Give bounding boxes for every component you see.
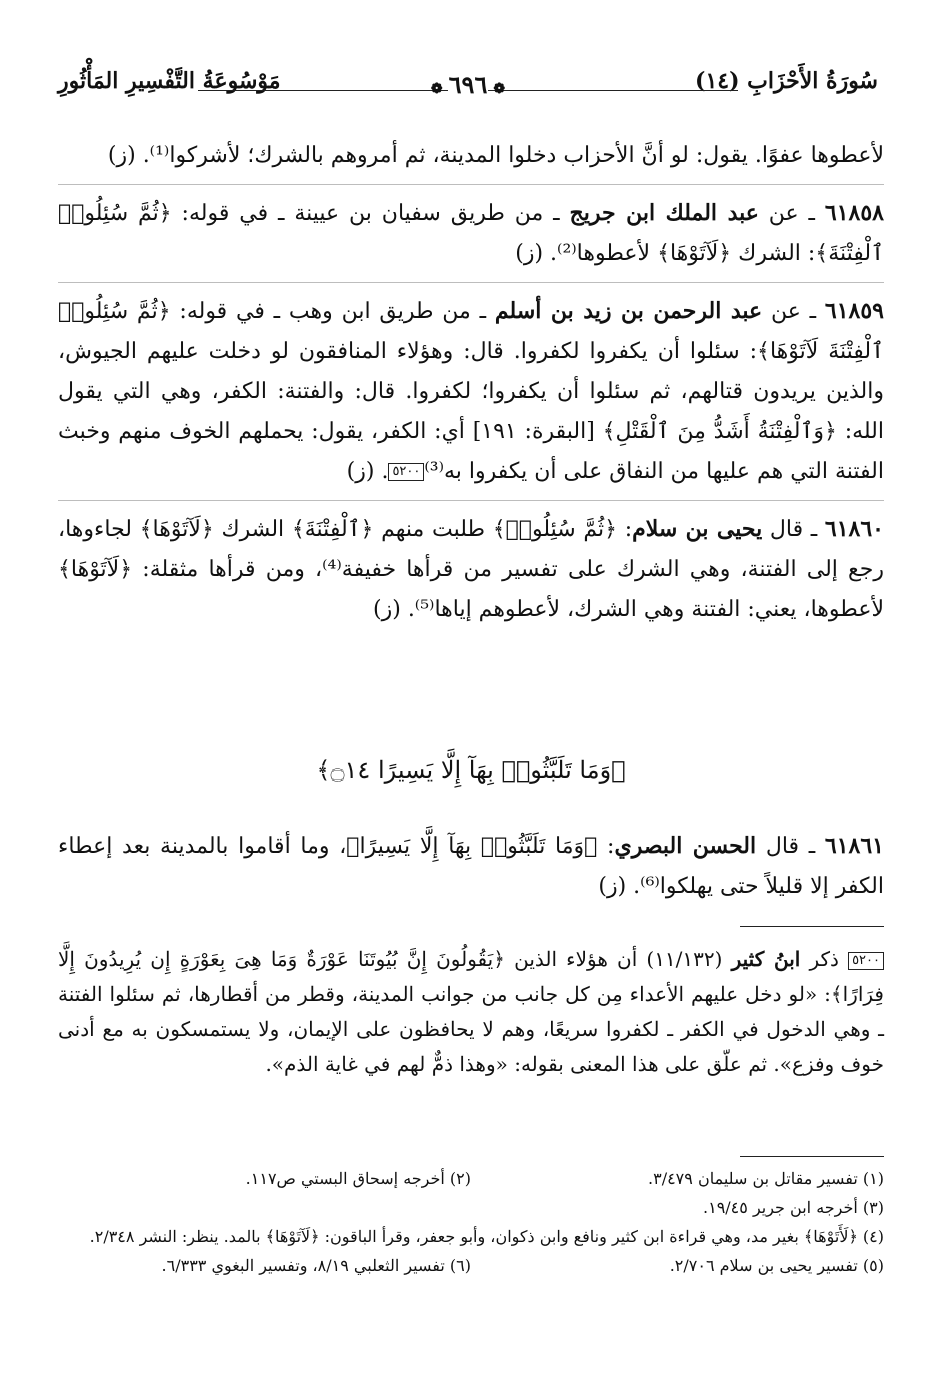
main-text	[58, 136, 884, 630]
entry-connector: ـ قال	[756, 834, 825, 859]
entry-number: ٦١٨٥٨	[824, 200, 884, 226]
ornament-icon: ❁	[430, 81, 443, 97]
footnotes	[58, 1164, 884, 1280]
narrator-name: عبد الرحمن بن زيد بن أسلم	[494, 298, 763, 324]
footnote-5: (٥) تفسير يحيى بن سلام ٢/٧٠٦.	[669, 1256, 884, 1275]
surah-title: سُورَةُ الأَحْزَابِ (١٤)	[695, 68, 878, 94]
narrator-name: الحسن البصري	[614, 833, 757, 859]
entry-text: ـ من طريق ابن وهب ـ في قوله: ﴿ثُمَّ سُئِلُوا۟ ٱلْفِتْنَةَ لَآتَوْهَا﴾: سئلوا أن يكفروا لكفروا. قال: وهؤلاء المنافقون لو دخلت عليهم الجيوش، والذين يريدون قتالهم، ثم سئلوا أن يكفروا؛ لكفروا. قال: والفتنة: الكفر، وهي التي يقول الله: ﴿وَٱلْفِتْنَةُ أَشَدُّ مِنَ ٱلْقَتْلِ﴾ [البقرة: ١٩١] أي: الكفر، يقول: يحملهم الخوف منهم وخبث الفتنة التي هم عليها من النفاق على أن يكفروا به⁽³⁾	[58, 299, 884, 484]
entry-61860	[58, 500, 884, 630]
entry-text: : ﴿ثُمَّ سُئِلُوا۟﴾ طلبت منهم ﴿ٱلْفِتْنَةَ﴾ الشرك ﴿لَآتَوْهَا﴾ لجاءوها، رجع إلى الفتنة، وهي الشرك على تفسير من قرأها خفيفة⁽⁴⁾، ومن قرأها مثقلة: ﴿لَآتَوْهَا﴾ لأعطوها، يعني: الفتنة وهي الشرك، لأعطوهم إياها⁽⁵⁾. (ز)	[58, 517, 884, 622]
footnote-2: (٢) أخرجه إسحاق البستي ص١١٧.	[245, 1169, 471, 1188]
entry-61861	[58, 826, 884, 907]
footnote-1: (١) تفسير مقاتل بن سليمان ٣/٤٧٩.	[648, 1169, 884, 1188]
entry-text: ـ من طريق سفيان بن عيينة ـ في قوله: ﴿ثُمَّ سُئِلُوا۟ ٱلْفِتْنَةَ﴾: الشرك ﴿لَآتَوْهَا﴾ لأعطوها⁽²⁾. (ز)	[58, 201, 884, 266]
commentary-note	[58, 942, 884, 1082]
entry-connector: ـ عن	[762, 299, 825, 324]
footnote-6: (٦) تفسير الثعلبي ٨/١٩، وتفسير البغوي ٦/٣٣٣.	[161, 1256, 471, 1275]
entry-61858	[58, 184, 884, 274]
footnote-row	[58, 1251, 884, 1280]
entry-tail: . (ز)	[346, 459, 389, 484]
footnote-row	[58, 1164, 884, 1193]
quran-verse: ﴿وَمَا تَلَبَّثُوا۟ بِهَآ إِلَّا يَسِيرًا ۝١٤﴾	[316, 756, 626, 784]
narrator-name: يحيى بن سلام	[632, 516, 763, 542]
commentary-separator	[740, 926, 884, 927]
commentary-reference-tag: ٥٢٠٠	[388, 463, 424, 481]
intro-paragraph: لأعطوها عفوًا. يقول: لو أنَّ الأحزاب دخلوا المدينة، ثم أمروهم بالشرك؛ لأشركوا⁽¹⁾. (ز)	[107, 143, 884, 168]
entry-number: ٦١٨٥٩	[824, 298, 884, 324]
main-text-continued	[58, 826, 884, 907]
book-title: مَوْسُوعَةُ التَّفْسِيرِ المَأْثُورِ	[58, 68, 281, 94]
page-header	[58, 56, 878, 116]
commentary-intro: ذكر	[800, 947, 849, 971]
ornament-icon: ❁	[493, 81, 506, 97]
commentary-number-tag: ٥٢٠٠	[848, 952, 884, 970]
page-number-block	[58, 70, 878, 99]
entry-number: ٦١٨٦١	[824, 833, 884, 859]
entry-text: : ﴿وَمَا تَلَبَّثُوا۟ بِهَآ إِلَّا يَسِيرًا﴾، وما أقاموا بالمدينة بعد إعطاء الكفر إلا قليلاً حتى يهلكوا⁽⁶⁾. (ز)	[58, 834, 884, 899]
entry-connector: ـ قال	[762, 517, 825, 542]
entry-61859	[58, 282, 884, 492]
entry-number: ٦١٨٦٠	[824, 516, 884, 542]
footnote-separator	[740, 1156, 884, 1157]
commentary-text: (١١/١٣٢) أن هؤلاء الذين ﴿يَقُولُونَ إِنَّ بُيُوتَنَا عَوْرَةٌ وَمَا هِىَ بِعَوْرَةٍ إِن يُرِيدُونَ إِلَّا فِرَارًا﴾: «لو دخل عليهم الأعداء مِن كل جانب من جوانب المدينة، وقطر من أقطارها، ثم سئلوا الفتنة ـ وهي الدخول في الكفر ـ لكفروا سريعًا، وهم لا يحافظون على الإيمان، ولا يستمسكون به مع أدنى خوف وفزع». ثم علّق على هذا المعنى بقوله: «وهذا ذمٌّ لهم في غاية الذم».	[58, 947, 884, 1076]
narrator-name: عبد الملك ابن جريج	[569, 200, 759, 226]
entry-connector: ـ عن	[758, 201, 825, 226]
commentary-author: ابنُ كثير	[731, 947, 801, 971]
footnote-3: (٣) أخرجه ابن جرير ١٩/٤٥.	[703, 1198, 884, 1217]
page-number: ٦٩٦	[448, 70, 488, 99]
footnote-4: (٤) ﴿لَأَتَوْهَا﴾ بغير مد، وهي قراءة ابن كثير ونافع وابن ذكوان، وأبو جعفر، وقرأ الباقون: ﴿لَآتَوْهَا﴾ بالمد. ينظر: النشر ٢/٣٤٨.	[89, 1227, 884, 1246]
